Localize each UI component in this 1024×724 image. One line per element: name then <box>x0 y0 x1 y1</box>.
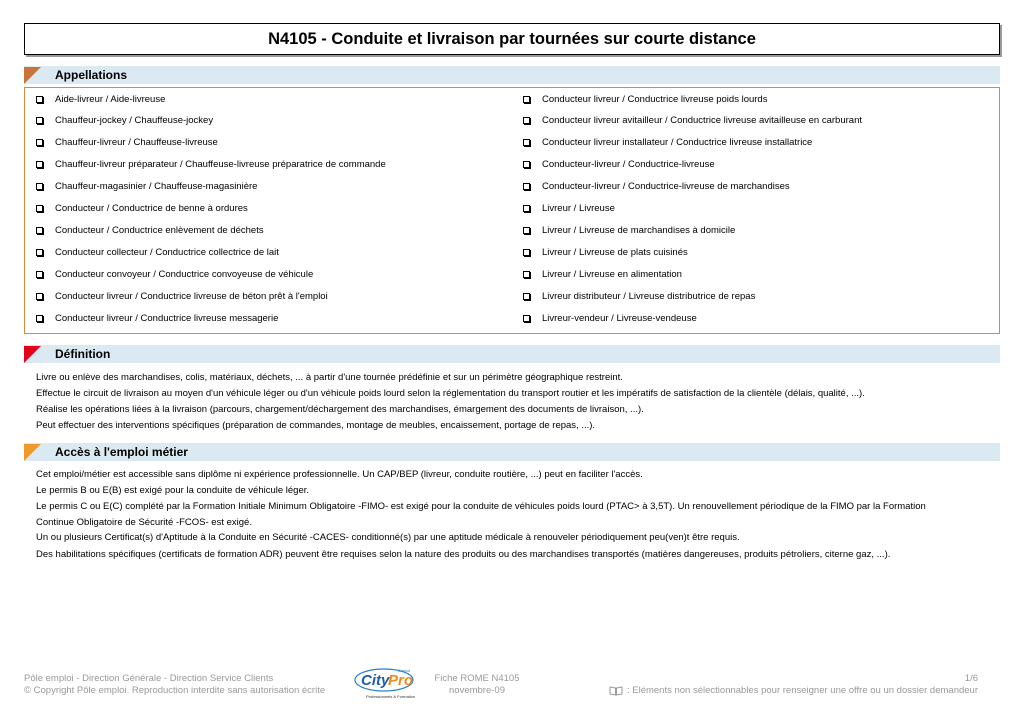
appellation-label: Conducteur-livreur / Conductrice-livreuse <box>542 159 715 171</box>
section-label-acces: Accès à l'emploi métier <box>55 445 188 459</box>
footer-fiche-rome: Fiche ROME N4105 <box>434 673 520 684</box>
acces-line-3: Le permis C ou E(C) complété par la Formation Initiale Minimum Obligatoire -FIMO- est exigé pour la conduite de véhicules poids lourd (PTAC> à 3,5T). Un renouvellement périodique de la FIMO par la Formation <box>36 501 926 512</box>
footer-date: novembre-09 <box>449 685 505 696</box>
checkbox-bullet-icon <box>523 293 530 300</box>
checkbox-bullet-icon <box>36 161 43 168</box>
appellation-label: Chauffeur-jockey / Chauffeuse-jockey <box>55 115 214 127</box>
appellation-item <box>36 311 278 325</box>
appellations-list <box>24 87 1000 334</box>
acces-line-6: Des habilitations spécifiques (certificats de formation ADR) peuvent être requises selon la nature des produits ou des marchandises transportés (matières dangereuses, produits pétroliers, citerne gaz, ...). <box>36 549 891 560</box>
checkbox-bullet-icon <box>36 315 43 322</box>
appellation-label: Conducteur livreur / Conductrice livreuse de béton prêt à l'emploi <box>55 290 328 302</box>
appellation-item <box>36 114 213 128</box>
footer-note: : Eléments non sélectionnables pour renseigner une offre ou un dossier demandeur <box>626 685 978 696</box>
appellation-item <box>523 136 812 150</box>
acces-line-4: Continue Obligatoire de Sécurité -FCOS- est exigé. <box>36 517 252 528</box>
appellation-item <box>523 289 755 303</box>
appellation-item <box>523 267 682 281</box>
appellation-label: Livreur distributeur / Livreuse distributrice de repas <box>542 290 756 302</box>
appellation-item <box>523 158 715 172</box>
checkbox-bullet-icon <box>523 117 530 124</box>
appellation-item <box>36 289 328 303</box>
checkbox-bullet-icon <box>36 227 43 234</box>
logo-city-text: City <box>361 672 390 689</box>
checkbox-bullet-icon <box>523 249 530 256</box>
appellation-item <box>523 245 688 259</box>
checkbox-bullet-icon <box>36 293 43 300</box>
appellation-item <box>523 180 790 194</box>
flag-icon-acces <box>24 444 41 461</box>
section-header-acces <box>24 443 1000 461</box>
logo-badge-text: Emploi <box>398 668 411 673</box>
appellation-item <box>36 202 248 216</box>
appellation-item <box>523 92 767 106</box>
checkbox-bullet-icon <box>523 161 530 168</box>
appellation-label: Livreur / Livreuse de marchandises à domicile <box>542 224 736 236</box>
appellation-item <box>36 180 257 194</box>
checkbox-bullet-icon <box>523 227 530 234</box>
appellation-label: Livreur-vendeur / Livreuse-vendeuse <box>542 312 697 324</box>
section-label-definition: Définition <box>55 347 111 361</box>
definition-line-3: Réalise les opérations liées à la livraison (parcours, chargement/déchargement des marchandises, émargement des documents de livraison, ...). <box>36 404 644 415</box>
appellation-item <box>36 92 165 106</box>
acces-line-5: Un ou plusieurs Certificat(s) d'Aptitude à la Conduite en Sécurité -CACES- conditionné(s) par une aptitude médicale à renouveler périodiquement peu(ven)t être requis. <box>36 532 740 543</box>
logo-pro-text: Pro <box>388 672 414 689</box>
appellation-item <box>523 202 615 216</box>
acces-line-2: Le permis B ou E(B) est exigé pour la conduite de véhicule léger. <box>36 485 310 496</box>
appellation-item <box>36 223 264 237</box>
appellation-label: Conducteur-livreur / Conductrice-livreuse de marchandises <box>542 181 790 193</box>
flag-icon-definition <box>24 346 41 363</box>
footer-page-number: 1/6 <box>964 673 978 684</box>
appellation-label: Livreur / Livreuse en alimentation <box>542 268 682 280</box>
definition-line-4: Peut effectuer des interventions spécifiques (préparation de commandes, montage de meubles, encaissement, portage de repas, ...). <box>36 420 596 431</box>
appellation-label: Conducteur convoyeur / Conductrice convoyeuse de véhicule <box>55 268 314 280</box>
appellation-label: Aide-livreur / Aide-livreuse <box>55 93 166 105</box>
citypro-logo <box>354 666 418 700</box>
checkbox-bullet-icon <box>36 117 43 124</box>
acces-line-1: Cet emploi/métier est accessible sans diplôme ni expérience professionnelle. Un CAP/BEP (livreur, conduite routière, ...) peut en faciliter l'accès. <box>36 469 643 480</box>
appellation-item <box>36 245 279 259</box>
footer-organisation: Pôle emploi - Direction Générale - Direction Service Clients <box>24 673 274 684</box>
appellation-label: Livreur / Livreuse de plats cuisinés <box>542 246 688 258</box>
appellation-item <box>523 311 697 325</box>
checkbox-bullet-icon <box>523 96 530 103</box>
appellation-item <box>36 267 313 281</box>
checkbox-bullet-icon <box>523 271 530 278</box>
page-title-text: N4105 - Conduite et livraison par tournées sur courte distance <box>268 29 756 48</box>
appellation-label: Conducteur / Conductrice enlèvement de déchets <box>55 224 264 236</box>
appellation-label: Conducteur livreur / Conductrice livreuse messagerie <box>55 312 279 324</box>
checkbox-bullet-icon <box>36 183 43 190</box>
book-icon <box>609 686 623 696</box>
appellation-label: Conducteur collecteur / Conductrice collectrice de lait <box>55 246 279 258</box>
flag-icon-appellations <box>24 67 41 84</box>
appellation-label: Conducteur livreur installateur / Conductrice livreuse installatrice <box>542 137 813 149</box>
checkbox-bullet-icon <box>36 139 43 146</box>
checkbox-bullet-icon <box>523 205 530 212</box>
appellation-item <box>36 136 218 150</box>
appellation-item <box>523 223 735 237</box>
checkbox-bullet-icon <box>36 249 43 256</box>
appellation-label: Chauffeur-magasinier / Chauffeuse-magasinière <box>55 181 258 193</box>
appellation-label: Conducteur livreur avitailleur / Conductrice livreuse avitailleuse en carburant <box>542 115 862 127</box>
logo-tagline: Professionnels & Formation <box>366 694 416 699</box>
checkbox-bullet-icon <box>523 183 530 190</box>
definition-line-1: Livre ou enlève des marchandises, colis, matériaux, déchets, ... à partir d'une tournée prédéfinie et sur un périmètre géographique restreint. <box>36 372 623 383</box>
appellation-label: Chauffeur-livreur préparateur / Chauffeuse-livreuse préparatrice de commande <box>55 159 386 171</box>
appellation-item <box>36 158 386 172</box>
footer-right <box>609 673 978 697</box>
section-label-appellations: Appellations <box>55 68 128 82</box>
checkbox-bullet-icon <box>523 139 530 146</box>
footer-left <box>24 673 325 697</box>
footer-middle <box>422 673 532 697</box>
section-header-definition <box>24 345 1000 363</box>
appellation-label: Chauffeur-livreur / Chauffeuse-livreuse <box>55 137 218 149</box>
checkbox-bullet-icon <box>36 96 43 103</box>
appellation-label: Conducteur / Conductrice de benne à ordures <box>55 203 248 214</box>
definition-line-2: Effectue le circuit de livraison au moyen d'un véhicule léger ou d'un véhicule poids lourd selon la réglementation du transport routier et les impératifs de satisfaction de la clientèle (délais, qualité, ...). <box>36 388 865 399</box>
appellation-item <box>523 114 862 128</box>
checkbox-bullet-icon <box>36 271 43 278</box>
page-title <box>24 23 1000 55</box>
footer-copyright: © Copyright Pôle emploi. Reproduction interdite sans autorisation écrite <box>24 685 326 696</box>
appellation-label: Livreur / Livreuse <box>542 203 615 214</box>
section-header-appellations <box>24 66 1000 84</box>
checkbox-bullet-icon <box>523 315 530 322</box>
checkbox-bullet-icon <box>36 205 43 212</box>
appellation-label: Conducteur livreur / Conductrice livreuse poids lourds <box>542 93 768 105</box>
